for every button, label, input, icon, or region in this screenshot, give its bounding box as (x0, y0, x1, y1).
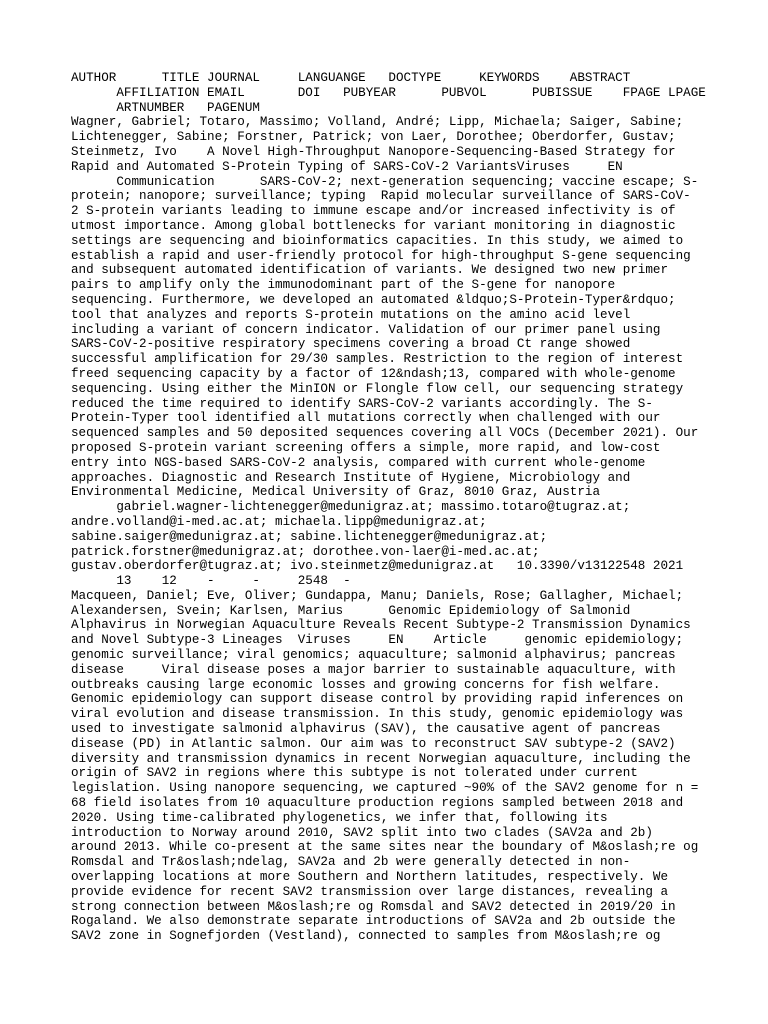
record-line: Macqueen, Daniel; Eve, Oliver; Gundappa, Manu; Daniels, Rose; Gallagher, Michael; (71, 588, 684, 603)
record-line: outbreaks causing large economic losses and growing concerns for fish welfare. (71, 677, 661, 692)
record-line: legislation. Using nanopore sequencing, we captured ~90% of the SAV2 genome for n = (71, 781, 699, 796)
record-line: genomic surveillance; viral genomics; aquaculture; salmonid alphavirus; pancreas (71, 648, 676, 663)
record-line: Communication SARS-CoV-2; next-generation sequencing; vaccine escape; S- (71, 174, 699, 189)
record-line: SARS-CoV-2-positive respiratory specimens covering a broad Ct range showed (71, 337, 631, 352)
record-line: 13 12 - - 2548 - (71, 574, 351, 589)
record-line: establish a rapid and user-friendly protocol for high-throughput S-gene sequencing (71, 248, 691, 263)
record-line: 2 S-protein variants leading to immune escape and/or increased infectivity is of (71, 204, 676, 219)
record-line: Alphavirus in Norwegian Aquaculture Reveals Recent Subtype-2 Transmission Dynamics (71, 618, 691, 633)
record-line: disease (PD) in Atlantic salmon. Our aim was to reconstruct SAV subtype-2 (SAV2) (71, 736, 676, 751)
record-line: protein; nanopore; surveillance; typing Rapid molecular surveillance of SARS-CoV- (71, 189, 691, 204)
record-line: used to investigate salmonid alphavirus (SAV), the causative agent of pancreas (71, 722, 661, 737)
record-line: tool that analyzes and reports S-protein mutations on the amino acid level (71, 307, 631, 322)
record-line: entry into NGS-based SARS-CoV-2 analysis, compared with current whole-genome (71, 455, 646, 470)
record-line: patrick.forstner@medunigraz.at; dorothee.von-laer@i-med.ac.at; (71, 544, 540, 559)
record-line: freed sequencing capacity by a factor of 12&ndash;13, compared with whole-genome (71, 366, 676, 381)
record-line: introduction to Norway around 2010, SAV2 split into two clades (SAV2a and 2b) (71, 825, 653, 840)
header-line: AFFILIATION EMAIL DOI PUBYEAR PUBVOL PUBISSUE FPAGE LPAGE (71, 85, 706, 100)
document-text-body (71, 71, 706, 944)
record-line: gabriel.wagner-lichtenegger@medunigraz.at; massimo.totaro@tugraz.at; (71, 500, 631, 515)
record-line: proposed S-protein variant screening offers a simple, more rapid, and low-cost (71, 440, 661, 455)
record-line: Environmental Medicine, Medical University of Graz, 8010 Graz, Austria (71, 485, 601, 500)
record-line: gustav.oberdorfer@tugraz.at; ivo.steinmetz@medunigraz.at 10.3390/v13122548 2021 (71, 559, 684, 574)
record-line: Protein-Typer tool identified all mutations correctly when challenged with our (71, 411, 661, 426)
header-line: AUTHOR TITLE JOURNAL LANGUANGE DOCTYPE KEYWORDS ABSTRACT (71, 71, 631, 85)
record-line: sequencing. Using either the MinION or Flongle flow cell, our sequencing strategy (71, 381, 684, 396)
record-line: diversity and transmission dynamics in recent Norwegian aquaculture, including the (71, 751, 691, 766)
record-line: provide evidence for recent SAV2 transmission over large distances, revealing a (71, 884, 669, 899)
record-line: Rapid and Automated S-Protein Typing of SARS-CoV-2 VariantsViruses EN (71, 159, 623, 174)
record-line: pairs to amplify only the immunodominant part of the S-gene for nanopore (71, 278, 616, 293)
record-line: settings are sequencing and bioinformatics capacities. In this study, we aimed to (71, 233, 684, 248)
record-line: viral evolution and disease transmission. In this study, genomic epidemiology was (71, 707, 684, 722)
record-line: Romsdal and Tr&oslash;ndelag, SAV2a and 2b were generally detected in non- (71, 855, 631, 870)
record-line: SAV2 zone in Sognefjorden (Vestland), connected to samples from M&oslash;re og (71, 929, 661, 944)
record-line: around 2013. While co-present at the same sites near the boundary of M&oslash;re og (71, 840, 699, 855)
record-line: Rogaland. We also demonstrate separate introductions of SAV2a and 2b outside the (71, 914, 676, 929)
record-line: origin of SAV2 in regions where this subtype is not tolerated under current (71, 766, 638, 781)
record-line: successful amplification for 29/30 samples. Restriction to the region of interest (71, 352, 684, 367)
record-line: reduced the time required to identify SARS-CoV-2 variants accordingly. The S- (71, 396, 653, 411)
record-line: andre.volland@i-med.ac.at; michaela.lipp@medunigraz.at; (71, 514, 487, 529)
record-line: Steinmetz, Ivo A Novel High-Throughput Nanopore-Sequencing-Based Strategy for (71, 144, 676, 159)
record-line: 68 field isolates from 10 aquaculture production regions sampled between 2018 and (71, 796, 684, 811)
record-line: Genomic epidemiology can support disease control by providing rapid inferences on (71, 692, 684, 707)
record-line: Wagner, Gabriel; Totaro, Massimo; Volland, André; Lipp, Michaela; Saiger, Sabine; (71, 115, 684, 130)
record-line: Alexandersen, Svein; Karlsen, Marius Genomic Epidemiology of Salmonid (71, 603, 631, 618)
record-line: and subsequent automated identification of variants. We designed two new primer (71, 263, 669, 278)
header-line: ARTNUMBER PAGENUM (71, 100, 260, 115)
record-line: approaches. Diagnostic and Research Institute of Hygiene, Microbiology and (71, 470, 631, 485)
record-line: utmost importance. Among global bottlenecks for variant monitoring in diagnostic (71, 218, 676, 233)
record-line: including a variant of concern indicator. Validation of our primer panel using (71, 322, 661, 337)
record-line: sabine.saiger@medunigraz.at; sabine.lichtenegger@medunigraz.at; (71, 529, 548, 544)
record-line: strong connection between M&oslash;re og Romsdal and SAV2 detected in 2019/20 in (71, 899, 676, 914)
record-line: and Novel Subtype-3 Lineages Viruses EN Article genomic epidemiology; (71, 633, 684, 648)
record-line: 2020. Using time-calibrated phylogenetics, we infer that, following its (71, 810, 608, 825)
record-line: overlapping locations at more Southern and Northern latitudes, respectively. We (71, 870, 669, 885)
record-line: Lichtenegger, Sabine; Forstner, Patrick; von Laer, Dorothee; Oberdorfer, Gustav; (71, 130, 676, 145)
record-line: disease Viral disease poses a major barrier to sustainable aquaculture, with (71, 662, 676, 677)
record-line: sequenced samples and 50 deposited sequences covering all VOCs (December 2021). Our (71, 426, 699, 441)
record-line: sequencing. Furthermore, we developed an automated &ldquo;S-Protein-Typer&rdquo; (71, 292, 676, 307)
